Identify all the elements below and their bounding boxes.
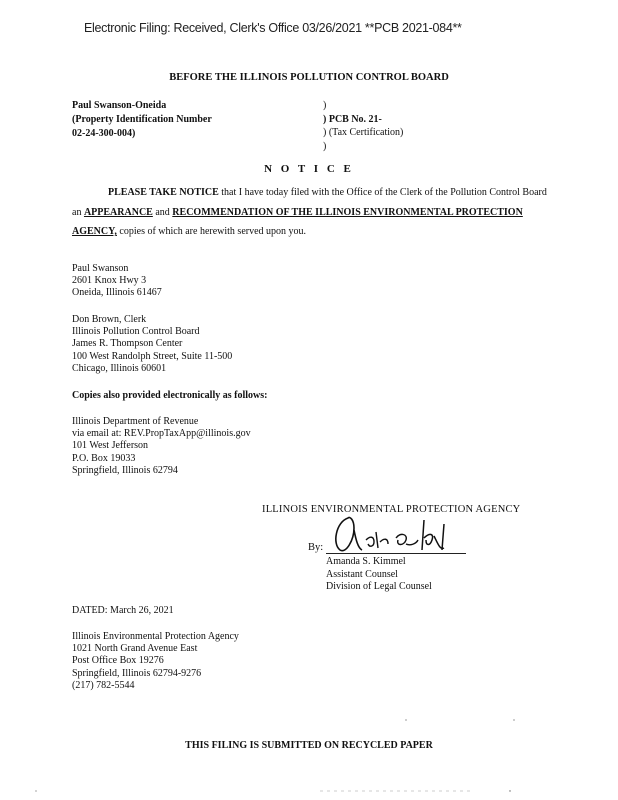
address-line: via email at: REV.PropTaxApp@illinois.gov	[72, 428, 251, 440]
caption-line: (Property Identification Number	[72, 114, 212, 125]
date-line: DATED: March 26, 2021	[72, 605, 174, 616]
caption-line: Paul Swanson-Oneida	[72, 100, 167, 111]
address-line: Paul Swanson	[72, 263, 129, 274]
notice-text: and	[152, 206, 173, 218]
signature-line	[326, 553, 466, 554]
caption-line: ) (Tax Certification)	[323, 127, 404, 138]
signer-division: Division of Legal Counsel	[326, 581, 432, 593]
notice-text: copies of which are herewith served upon you.	[116, 226, 307, 237]
recipient-revenue	[72, 416, 251, 477]
recycled-paper-footer: THIS FILING IS SUBMITTED ON RECYCLED PAPER	[185, 740, 433, 751]
copies-heading: Copies also provided electronically as follows:	[72, 390, 268, 401]
recipient-clerk	[72, 314, 232, 375]
signer-name: Amanda S. Kimmel	[326, 556, 406, 567]
board-title: BEFORE THE ILLINOIS POLLUTION CONTROL BOARD	[169, 72, 449, 83]
address-line: Illinois Department of Revenue	[72, 416, 199, 427]
address-line: Don Brown, Clerk	[72, 314, 147, 325]
notice-text: that I have today filed with the Office of the Clerk of the Pollution Control Board an	[72, 187, 547, 218]
notice-paragraph	[72, 183, 552, 242]
address-line: Illinois Pollution Control Board	[72, 326, 200, 338]
address-line: 100 West Randolph Street, Suite 11-500	[72, 350, 233, 362]
notice-lead: PLEASE TAKE NOTICE	[108, 187, 219, 198]
address-line: Illinois Environmental Protection Agency	[72, 631, 239, 642]
address-line: 1021 North Grand Avenue East	[72, 643, 198, 655]
caption-line: )	[323, 100, 327, 111]
filing-stamp-header: Electronic Filing: Received, Clerk's Office 03/26/2021 **PCB 2021-084**	[84, 21, 462, 35]
caption-case-number: ) PCB No. 21-	[323, 113, 382, 125]
signer-block	[326, 556, 432, 594]
recipient-swanson	[72, 263, 162, 300]
appearance-doc-title: APPEARANCE	[83, 206, 153, 218]
case-caption-number	[323, 99, 403, 153]
notice-heading: N O T I C E	[264, 163, 354, 175]
address-line: (217) 782-5544	[72, 679, 135, 691]
caption-line: 02-24-300-004)	[72, 128, 136, 139]
case-caption-party	[72, 99, 212, 141]
caption-line: )	[323, 140, 327, 152]
address-line: 2601 Knox Hwy 3	[72, 275, 147, 287]
address-line: Springfield, Illinois 62794	[72, 464, 178, 476]
by-label: By:	[308, 542, 324, 553]
agency-name: ILLINOIS ENVIRONMENTAL PROTECTION AGENCY	[262, 504, 521, 515]
signer-title: Assistant Counsel	[326, 568, 398, 580]
agency-address	[72, 631, 239, 692]
address-line: James R. Thompson Center	[72, 338, 183, 350]
address-line: Oneida, Illinois 61467	[72, 287, 162, 299]
address-line: Post Office Box 19276	[72, 655, 164, 667]
recommendation-doc-title: RECOMMENDATION OF THE ILLINOIS ENVIRONMENTAL PROTECTION AGENCY,	[72, 206, 523, 237]
address-line: 101 West Jefferson	[72, 440, 149, 452]
address-line: Chicago, Illinois 60601	[72, 362, 167, 374]
address-line: P.O. Box 19033	[72, 452, 136, 464]
address-line: Springfield, Illinois 62794-9276	[72, 667, 202, 679]
